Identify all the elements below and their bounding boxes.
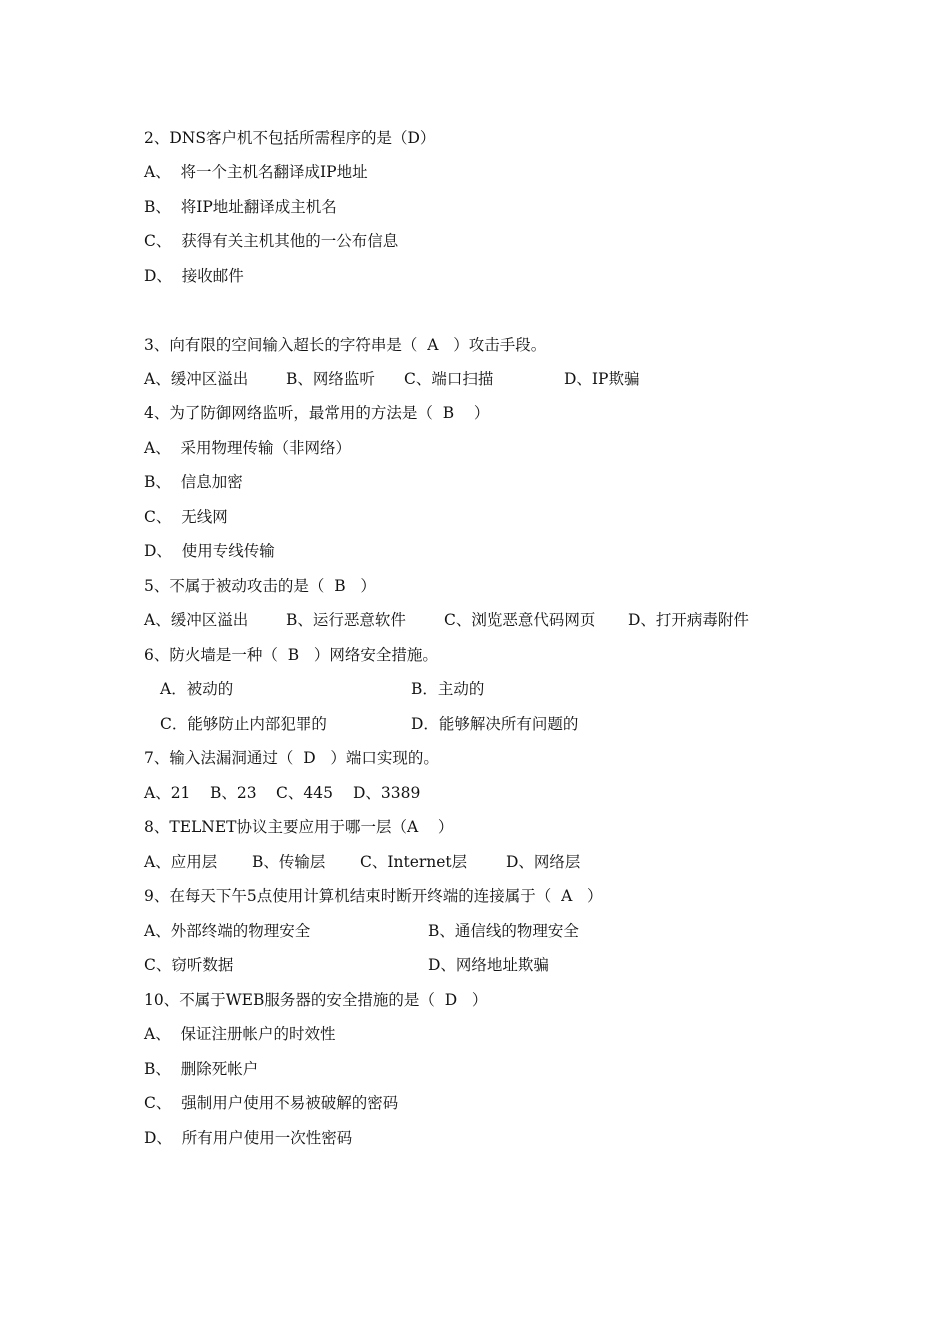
question-2-option-d: D、 接收邮件	[144, 267, 244, 285]
question-5-option-c: C、浏览恶意代码网页	[444, 611, 596, 629]
question-10-option-b: B、 删除死帐户	[144, 1060, 259, 1078]
question-3-options	[144, 367, 640, 391]
question-4-option-a: A、 采用物理传输（非网络）	[144, 439, 352, 457]
question-9-option-d: D、网络地址欺骗	[428, 956, 549, 974]
question-2-stem: 2、DNS客户机不包括所需程序的是（D）	[144, 129, 436, 147]
question-4-stem: 4、为了防御网络监听，最常用的方法是（ B ）	[144, 404, 490, 422]
question-8-option-c: C、Internet层	[360, 853, 468, 871]
question-10-option-d: D、 所有用户使用一次性密码	[144, 1129, 353, 1147]
question-7-option-a: A、21	[144, 784, 191, 802]
question-2-option-a: A、 将一个主机名翻译成IP地址	[144, 163, 368, 181]
question-9-options-row-1	[144, 919, 579, 943]
question-7-option-b: B、23	[210, 784, 257, 802]
question-2-option-b: B、 将IP地址翻译成主机名	[144, 198, 337, 216]
question-4-option-c: C、 无线网	[144, 508, 228, 526]
question-8-stem: 8、TELNET协议主要应用于哪一层（A ）	[144, 818, 454, 836]
question-3-option-a: A、缓冲区溢出	[144, 370, 249, 388]
question-4-option-d: D、 使用专线传输	[144, 542, 275, 560]
question-6-options-row-2	[144, 712, 579, 736]
question-9-option-c: C、窃听数据	[144, 956, 234, 974]
question-8-option-a: A、应用层	[144, 853, 218, 871]
question-5-option-d: D、打开病毒附件	[628, 611, 749, 629]
question-3-option-b: B、网络监听	[286, 370, 375, 388]
question-3-option-c: C、端口扫描	[404, 370, 494, 388]
question-5-option-b: B、运行恶意软件	[286, 611, 406, 629]
question-9-option-b: B、通信线的物理安全	[428, 922, 579, 940]
question-9-options-row-2	[144, 953, 549, 977]
question-6-option-b: B．主动的	[411, 680, 485, 698]
question-10-option-c: C、 强制用户使用不易被破解的密码	[144, 1094, 399, 1112]
question-6-option-d: D．能够解决所有问题的	[411, 715, 579, 733]
question-5-option-a: A、缓冲区溢出	[144, 611, 249, 629]
question-9-option-a: A、外部终端的物理安全	[144, 922, 311, 940]
question-5-stem: 5、不属于被动攻击的是（ B ）	[144, 577, 376, 595]
question-6-options-row-1	[144, 677, 485, 701]
question-7-option-d: D、3389	[353, 784, 421, 802]
question-8-option-d: D、网络层	[506, 853, 581, 871]
question-8-option-b: B、传输层	[252, 853, 326, 871]
question-3-option-d: D、IP欺骗	[564, 370, 640, 388]
question-7-stem: 7、输入法漏洞通过（ D ）端口实现的。	[144, 749, 439, 767]
question-6-stem: 6、防火墙是一种（ B ）网络安全措施。	[144, 646, 438, 664]
question-10-stem: 10、不属于WEB服务器的安全措施的是（ D ）	[144, 991, 488, 1009]
question-2-option-c: C、 获得有关主机其他的一公布信息	[144, 232, 399, 250]
question-6-option-c: C．能够防止内部犯罪的	[160, 715, 327, 733]
question-7-option-c: C、445	[276, 784, 333, 802]
question-4-option-b: B、 信息加密	[144, 473, 243, 491]
question-3-stem: 3、向有限的空间输入超长的字符串是（ A ）攻击手段。	[144, 336, 547, 354]
question-8-options	[144, 850, 581, 874]
question-10-option-a: A、 保证注册帐户的时效性	[144, 1025, 336, 1043]
question-6-option-a: A．被动的	[160, 680, 234, 698]
question-9-stem: 9、在每天下午5点使用计算机结束时断开终端的连接属于（ A ）	[144, 887, 603, 905]
question-7-options	[144, 781, 421, 805]
question-5-options	[144, 608, 749, 632]
